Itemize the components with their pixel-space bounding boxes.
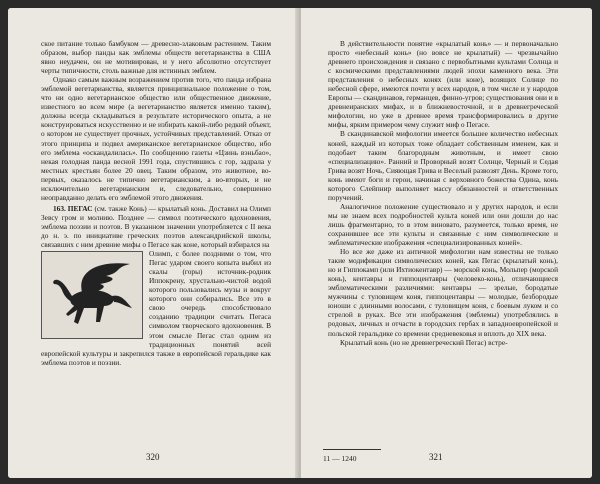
entry-number: 163.: [53, 203, 66, 213]
paragraph: Однако самым важным возражением против того, что панда избрана эмблемой вегетарианства, является принципиальное положение о том, что ни одно вегетарианское общество или общественное движение, известного во всем мире (а вегетарианство является именно таким), должны всегда складываться в результате исторического опыта, а не конструироваться искусственно и не избирать какой-либо редкий объект, о котором не существует прочных, устойчивых представлений. Отказ от этого принципа и подвел американское вегетарианское общество, ибо его эмблема «оскандалилась». По сообщению газеты «Цзинь вэньбао», некая голодная панда весной 1991 года, спустившись с гор, задрала у местных крестьян более 20 овец. Таким образом, это животное, во-первых, оказалось не типично вегетарианским, а во-вторых, и не исключительно вегетарианским и, следовательно, совершенно неоправданно делать его эмблемой этого движения.: [41, 75, 271, 202]
right-page: [301, 8, 592, 478]
left-text-column: [41, 39, 271, 367]
paragraph: ское питание только бамбуком — древесно-злаковым растением. Таким образом, выбор панды как эмблемы обществ вегетарианства в США явно неудачен, он не мотивирован, и у него абсолютно отсутствует черты типичности, столь важные для истинных эмблем.: [41, 39, 271, 76]
paragraph: Крылатый конь (но не древнегреческий Пегас) встре-: [340, 337, 508, 347]
entry-title: ПЕГАС: [67, 203, 93, 213]
printer-signature: 11 — 1240: [323, 454, 357, 463]
entry-text: — крылатый конь. Доставил на Олимп Зевсу гром и молнию. Позднее — символ поэтического вдохновения, эмблема поэзии и поэтов. В указанном значении употребляется с II века до н. э. по инициативе греческих поэтов александрийской школы, связавших с ним древние мифы о Пегасе как коне, который взбирался на: [41, 203, 271, 250]
paragraph: В действительности понятие «крылатый конь» — и первоначально просто «небесный конь» (но вовсе не крылатый) — чрезвычайно древнего происхождения и связано с первобытными культами Солнца и с космическими представлениями людей эпохи каменного века. Эти представления о небесных конях (или коне), возящих Солнце по небесной сфере, имеются почти у всех народов, в том числе и у народов Европы — скандинавов, германцев, финно-угров; существования они и в древнеиранских мифах, и в ближневосточной, и в древнегреческой мифологии, но уже в древнее время трансформировались в другие мифы, ярким примером чему служит миф о Пегасе.: [328, 39, 558, 130]
pegasus-entry: [41, 204, 271, 367]
page-number: 320: [146, 452, 160, 462]
entry-see-also: (см. также Конь): [94, 203, 147, 213]
entry-text-continued: Олимп, с более поздними о том, что Пегас ударом своего копыта выбил из скалы (горы) источник-родник Иппокрену, хрустально-чистой водой которого пользовались музы и вокруг которого они собирались. Все это в свою очередь способствовало созданию традиции считать Пегаса символом творческого вдохновения. В этом смысле Пегас стал одним из традиционных понятий всей европейской культуры и закрепился также в европейской геральдике как эмблема поэтов и поэзии.: [41, 249, 271, 367]
footer-rule: [323, 449, 381, 450]
left-page: [8, 8, 299, 478]
right-text-column: [328, 39, 558, 347]
book-spread: [8, 8, 592, 478]
page-number: 321: [429, 452, 443, 462]
paragraph: Аналогичное положение существовало и у других народов, и если мы не знаем всех подробностей культа коней или они дошли до нас лишь фрагментарно, то в этом виновато, разумеется, только время, не сохранившее все эти культы и связанные с ним символические и эмблематические изображения «специализированных коней».: [328, 201, 558, 248]
pegasus-emblem-icon: [41, 251, 143, 339]
paragraph: Но все же даже из античной мифологии нам известны не только такие модификации символических коней, как Пегас (крылатый конь), но и Гиппокамп (или Ихтиокентавр) — морской конь, Мольпер (морской конь), кентавры и гиппоцентавры (человеко-конь), отличающиеся эмблематическими различиями: кентавры — зрелые, бородатые мужчины с туловищем коня, гиппоцентавры — молодые, безбородые юноши с длинными волосами, с туловищем коня, с боевым луком и со стрелой в руках. Все эти изображения (эмблемы) употреблялись в родовых, личных и отчасти в городских гербах в западноевропейской и польской геральдике со времени средневековья и вплоть до XIX века.: [328, 247, 558, 338]
paragraph: В скандинавской мифологии имеется большее количество небесных коней, каждый из которых тоже обладает собственным именем, как и подобает таким благородным животным, и имеет свою «специализацию». Ранний и Проворный возят Солнце, Черный и Седая Грива возят Ночь, Сияющая Грива и Веселый развозят День. Кроме того, конь имеют боги и герои, начиная с верховного божества Одина, конь которого Слейпнир выполняет массу обязанностей и ответственных поручений.: [328, 129, 558, 202]
